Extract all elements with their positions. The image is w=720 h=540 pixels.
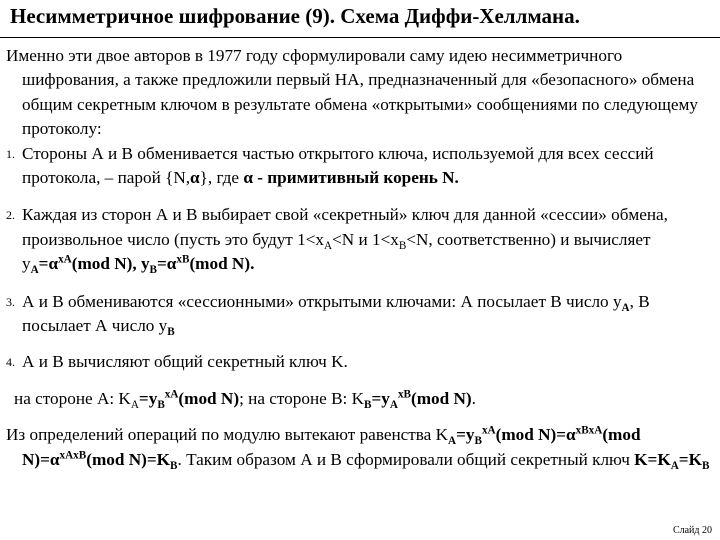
- step-2: 2. Каждая из сторон А и В выбирает свой «секретный» ключ для данной «сессии» обмена, произвольное число (пусть это будут $1<x_A<N$ и $1<x_B<N$, соответственно) и вычисляет $y_A=\alpha^{xA}(mod$ N), $y_B=\alpha^{xB}(mod$ N).: [6, 205, 668, 277]
- step-number: 2.: [6, 208, 15, 223]
- conclusion-paragraph: Из определений операций по модулю вытекают равенства $K_A=y_B^{xA}(mod$ $N)=\alpha^{xBxA}(mod$ $N)=\alpha^{xAxB}(mod$ $N)=K_B$. Таким образом А и В сформировали общий секретный ключ $K=K_A=K_B$: [6, 424, 710, 472]
- intro-paragraph: Именно эти двое авторов в 1977 году сформулировали саму идею несимметричного шифрования, а также предложили первый НА, предназначенный для «безопасного» обмена общим секретным ключом в результате обмена «открытыми» сообщениями по следующему протоколу:: [6, 46, 698, 139]
- step-number: 3.: [6, 294, 15, 309]
- step-4: 4. А и В вычисляют общий секретный ключ K.: [6, 350, 714, 374]
- step-number: 1.: [6, 146, 15, 161]
- side-keys-line: на стороне А: $K_A=y_B^{xA}(mod$ N); на стороне В: $K_B=y_A^{xB}(mod$ N).: [14, 388, 476, 411]
- slide-body: [6, 44, 714, 472]
- slide-number: Слайд 20: [672, 525, 712, 536]
- step-3: 3. А и В обмениваются «сессионными» открытыми ключами: А посылает В число $y_A$, В посылает А число $y_B$: [6, 291, 650, 338]
- step-1: 1. Стороны А и В обменивается частью открытого ключа, используемой для всех сессий протокола, – парой {N,α}, где α - примитивный корень N.: [6, 143, 654, 188]
- step-number: 4.: [6, 355, 15, 370]
- slide-title: Несимметричное шифрование (9). Схема Диффи-Хеллмана.: [10, 4, 580, 28]
- title-divider: [0, 37, 720, 38]
